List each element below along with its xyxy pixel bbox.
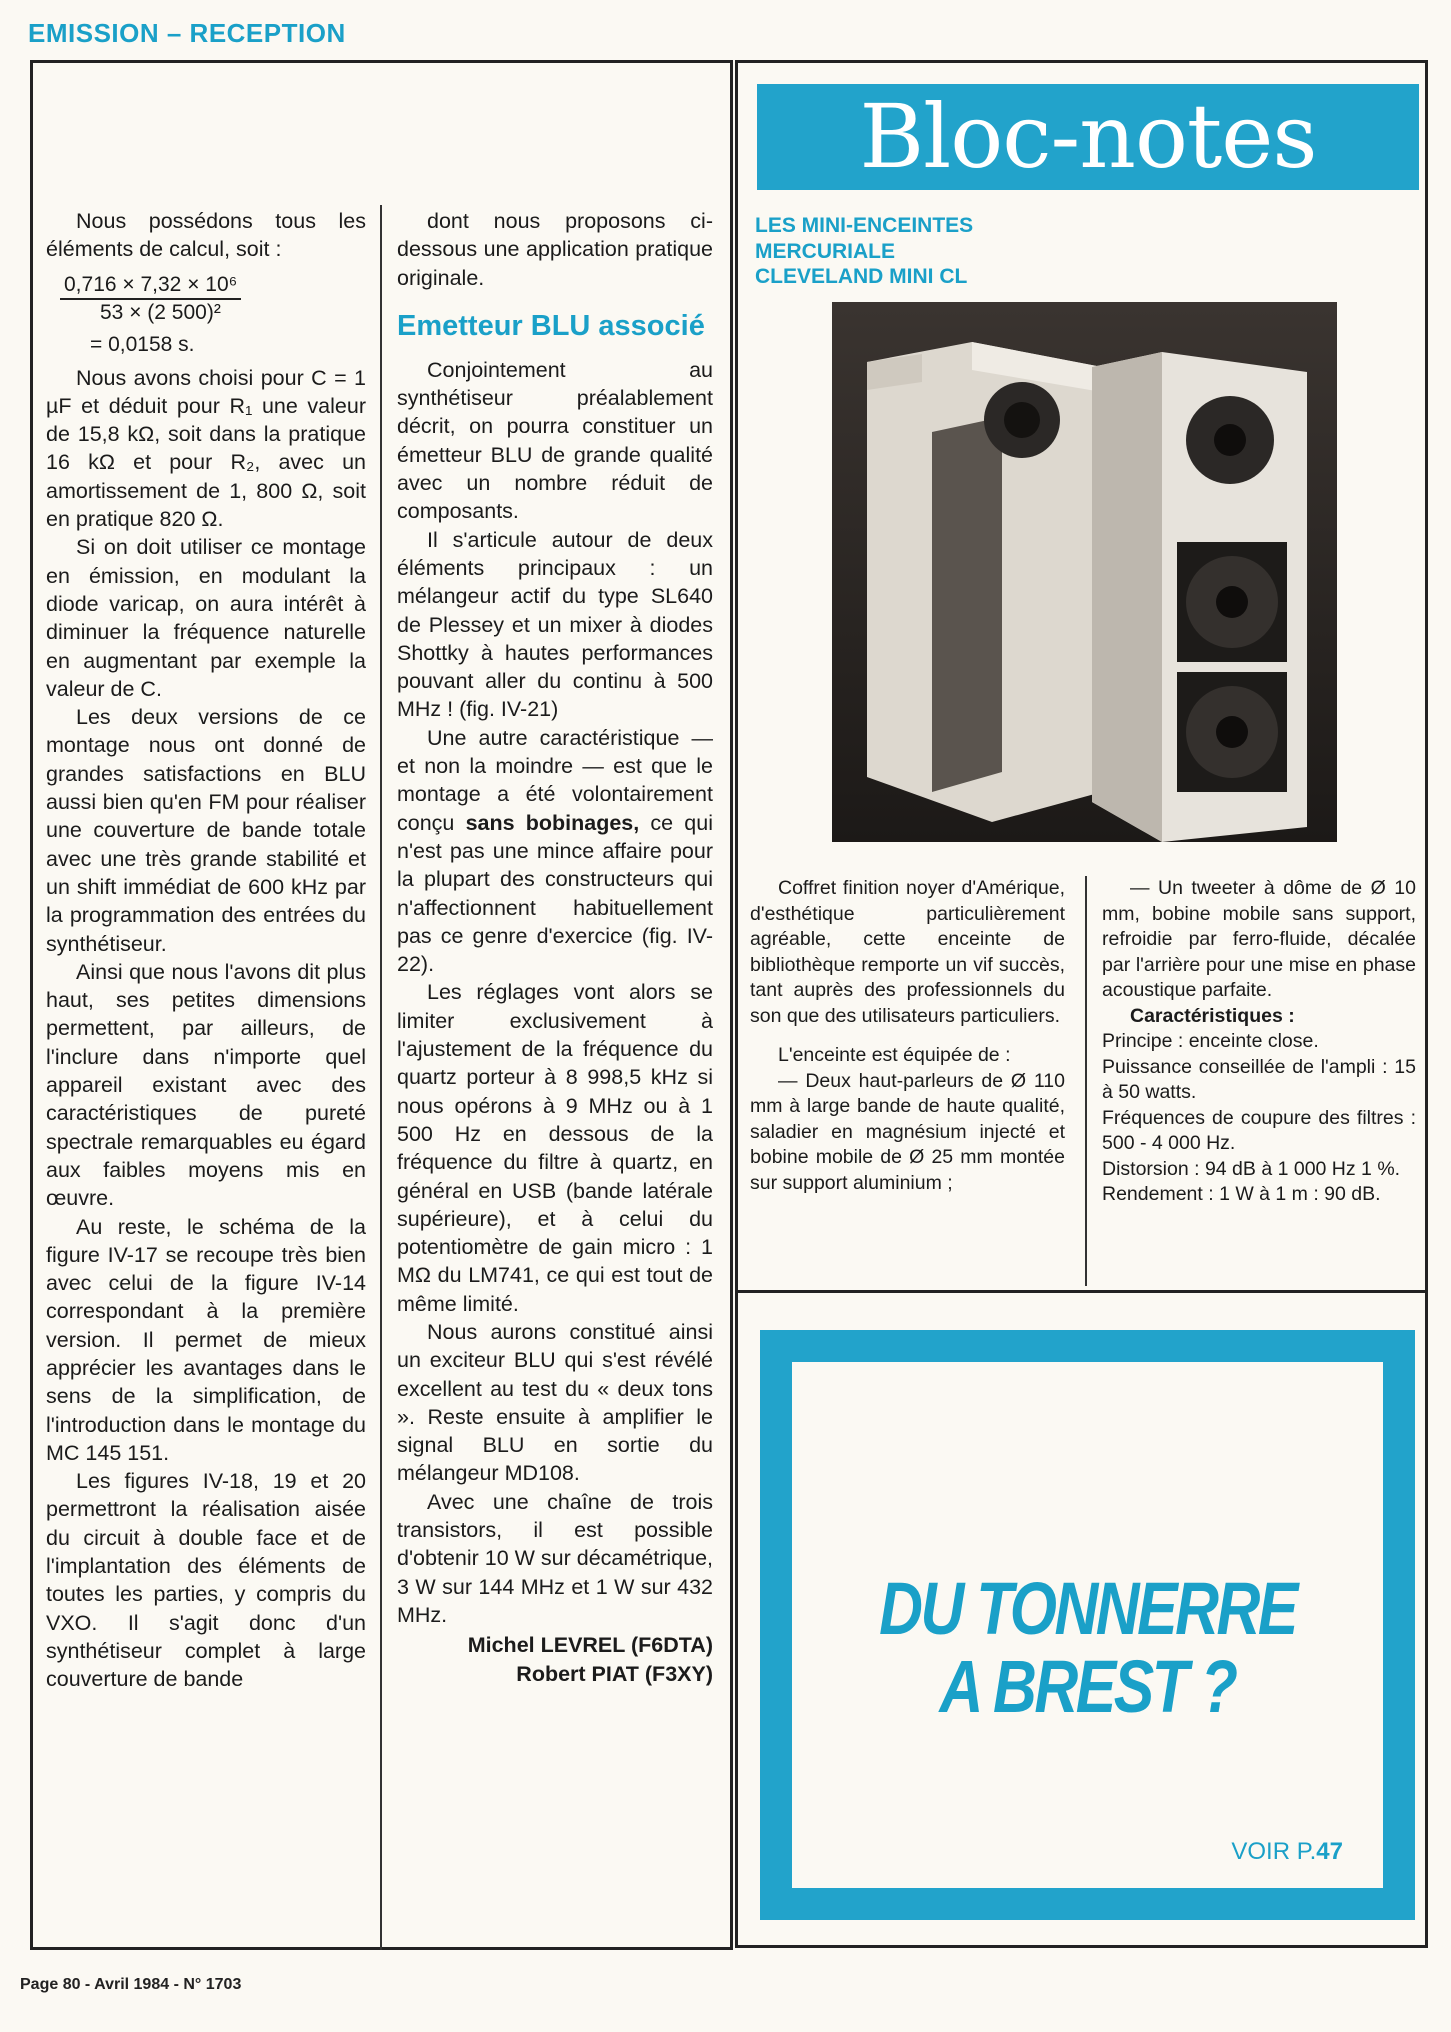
paragraph: Nous aurons constitué ainsi un exciteur BLU qui s'est révélé excellent au test du « deux tons ». Reste ensuite à amplifier le signal BLU en sortie du mélangeur MD108.	[397, 1319, 713, 1486]
paragraph: Il s'articule autour de deux éléments principaux : un mélangeur actif du type SL640 de Plessey et un mixer à diodes Shottky à hautes performances pouvant aller du continu à 500 MHz ! (fig. IV-21)	[397, 527, 713, 722]
signature	[397, 1631, 713, 1688]
formula-result: = 0,0158 s.	[90, 332, 195, 356]
paragraph: Nous possédons tous les éléments de calcul, soit :	[46, 209, 366, 262]
subtitle-line: CLEVELAND MINI CL	[755, 265, 968, 288]
subtitle-line: MERCURIALE	[755, 239, 895, 263]
headline-line: DU TONNERRE	[879, 1567, 1296, 1650]
bloc-notes-subtitle	[755, 213, 973, 290]
headline-line: A BREST ?	[939, 1645, 1236, 1728]
page-reference-label: VOIR P.	[1231, 1838, 1317, 1865]
paragraph: Coffret finition noyer d'Amérique, d'esthétique particulièrement agréable, cette enceinte de bibliothèque remporte un vif succès, tant auprès des professionnels du son que des utilisateurs particuliers.	[750, 877, 1065, 1027]
column-divider	[380, 205, 382, 1950]
bloc-notes-divider	[1085, 876, 1087, 1286]
paragraph: Ainsi que nous l'avons dit plus haut, ses petites dimensions permettent, par ailleurs, de l'inclure dans n'importe quel appareil existant avec des caractéristiques de pureté spectrale remarquables eu égard aux faibles moyens mis en œuvre.	[46, 959, 366, 1211]
paragraph: Au reste, le schéma de la figure IV-17 se recoupe très bien avec celui de la figure IV-14 correspondant à la première version. Il permet de mieux apprécier les avantages dans le sens de la simplification, de l'introduction dans le montage du MC 145 151.	[46, 1214, 366, 1465]
paragraph: dont nous proposons ci-dessous une application pratique originale.	[397, 209, 713, 290]
paragraph: Nous avons choisi pour C = 1 µF et déduit pour R₁ une valeur de 15,8 kΩ, soit dans la pratique 16 kΩ et pour R₂, avec un amortissement de 1, 800 Ω, soit en pratique 820 Ω.	[46, 365, 366, 532]
author: Robert PIAT (F3XY)	[516, 1661, 713, 1686]
advertisement-inner	[792, 1362, 1383, 1888]
paragraph: Les réglages vont alors se limiter exclusivement à l'ajustement de la fréquence du quartz porteur à 8 998,5 kHz si nous opérons à 9 MHz ou à 1 500 Hz en dessous de la fréquence du filtre à quartz, en général en USB (bande latérale supérieure), et à celui du potentiomètre de gain micro : 1 MΩ du LM741, ce qui est tout de même limité.	[397, 980, 713, 1316]
text-run: ce qui n'est pas une mince affaire pour la plupart des constructeurs qui n'affectionnent habituellement pas ce genre d'exercice (fig. IV-22).	[397, 810, 713, 977]
formula-numerator: 0,716 × 7,32 × 10⁶	[60, 272, 241, 300]
spec-line: Distorsion : 94 dB à 1 000 Hz 1 %.	[1102, 1157, 1401, 1180]
paragraph: — Un tweeter à dôme de Ø 10 mm, bobine mobile sans support, refroidie par ferro-fluide, décalée par l'arrière pour une mise en phase acoustique parfaite.	[1102, 877, 1416, 1001]
emphasis: sans bobinages,	[465, 810, 640, 835]
section-header: EMISSION – RECEPTION	[28, 18, 346, 48]
subtitle-line: LES MINI-ENCEINTES	[755, 214, 974, 237]
author: Michel LEVREL (F6DTA)	[467, 1633, 713, 1658]
bloc-notes-title: Bloc-notes	[859, 85, 1317, 188]
text-run: Une autre caractéristique — et non la moindre — est que le montage a été volontairement conçu	[397, 725, 713, 835]
paragraph: Les deux versions de ce montage nous ont donné de grandes satisfactions en BLU aussi bien qu'en FM pour réaliser une couverture de bande totale avec une très grande stabilité et un shift immédiat de 600 kHz par la programmation des entrées du synthétiseur.	[46, 705, 366, 956]
paragraph: Les figures IV-18, 19 et 20 permettront la réalisation aisée du circuit à double face et de l'implantation des éléments de toutes les parties, y compris du VXO. Il s'agit donc d'un synthétiseur complet à large couverture de bande	[46, 1469, 366, 1692]
spec-line: Rendement : 1 W à 1 m : 90 dB.	[1102, 1183, 1381, 1205]
speakers-illustration	[832, 302, 1337, 842]
paragraph: Avec une chaîne de trois transistors, il est possible d'obtenir 10 W sur décamétrique, 3 W sur 144 MHz et 1 W sur 432 MHz.	[397, 1489, 714, 1627]
bloc-notes-column-2	[1102, 876, 1416, 1208]
spec-line: Fréquences de coupure des filtres : 500 - 4 000 Hz.	[1102, 1106, 1416, 1154]
section-title: Emetteur BLU associé	[397, 309, 705, 342]
bloc-notes-column-1	[750, 876, 1065, 1196]
page-reference-number: 47	[1316, 1838, 1343, 1865]
article-column-1	[46, 207, 366, 1694]
advertisement	[760, 1330, 1415, 1920]
formula	[60, 272, 366, 358]
formula-denominator: 53 × (2 500)²	[100, 300, 221, 324]
bloc-notes-banner	[757, 84, 1419, 190]
advertisement-headline	[845, 1567, 1330, 1728]
paragraph: Conjointement au synthétiseur préalablement décrit, on pourra constituer un émetteur BLU de grande qualité avec un nombre réduit de composants.	[397, 357, 713, 524]
article-column-2	[397, 207, 713, 1688]
speakers-photo	[832, 302, 1337, 842]
paragraph	[397, 724, 713, 979]
page-reference	[1231, 1838, 1343, 1866]
spec-line: Principe : enceinte close.	[1102, 1030, 1319, 1052]
paragraph: Si on doit utiliser ce montage en émission, en modulant la diode varicap, on aura intérêt à diminuer la fréquence naturelle en augmentant par exemple la valeur de C.	[46, 535, 366, 701]
specs-heading: Caractéristiques :	[1130, 1004, 1295, 1027]
paragraph: L'enceinte est équipée de :	[778, 1044, 1011, 1066]
paragraph: — Deux haut-parleurs de Ø 110 mm à large bande de haute qualité, saladier en magnésium injecté et bobine mobile de Ø 25 mm montée sur support aluminium ;	[750, 1069, 1065, 1194]
spec-line: Puissance conseillée de l'ampli : 15 à 50 watts.	[1102, 1055, 1416, 1103]
page-footer: Page 80 - Avril 1984 - N° 1703	[20, 1976, 242, 1993]
section-divider	[735, 1290, 1428, 1293]
